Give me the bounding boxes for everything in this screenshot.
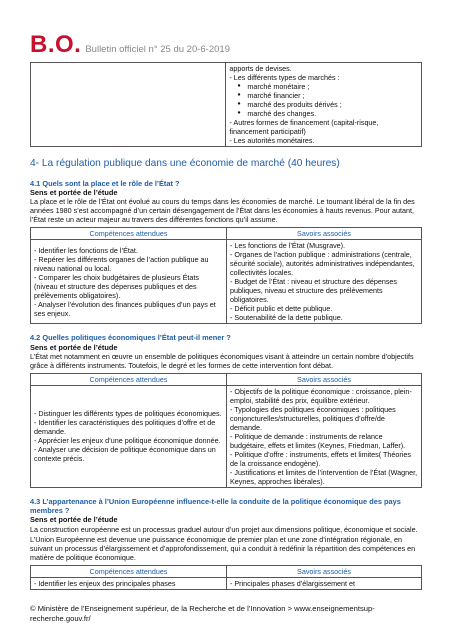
section-paragraph: La place et le rôle de l’État ont évolué au cours du temps dans les économies de marché. Le tournant libéral de la fin des années 1980 s’est accompagné d’un certain désengagement de l’État dans les économies à hauts revenus. Pour autant, l’État reste un acteur majeur au travers des différentes fonctions qu’il assume.	[30, 197, 415, 225]
savoir-item: - Typologies des politiques économiques : politiques conjoncturelles/structurelles, politiques d’offre/de demande.	[230, 404, 396, 432]
cont-line: apports de devises.	[229, 64, 292, 73]
bullet-item: ● marché monétaire ;	[229, 82, 418, 91]
savoirs-cell	[227, 240, 422, 324]
sens-portee-heading: Sens et portée de l’étude	[30, 188, 118, 197]
subsection-title-4-3: 4.3 L’appartenance à l’Union Européenne influence-t-elle la conduite de la politique économique des pays membres ?	[30, 496, 401, 515]
cont-line: - Autres formes de financement (capital-risque, financement participatif)	[229, 118, 379, 136]
continued-right-cell	[226, 63, 422, 147]
section-title: 4- La régulation publique dans une économie de marché (40 heures)	[30, 158, 340, 169]
section-paragraph: La construction européenne est un processus graduel autour d’un projet aux dimensions politique, économique et sociale.	[30, 524, 418, 534]
bo-logo: B.O.	[30, 31, 82, 58]
table-header-savoirs: Savoirs associés	[227, 228, 422, 240]
bulletin-title: Bulletin officiel n° 25 du 20-6-2019	[85, 44, 230, 55]
section-paragraph: L’Union Européenne est devenue une puissance économique de premier plan et une zone d’intégration régionale, en suivant un processus d’élargissement et d’approfondissement, qui a conduit à redéfinir la répartition des compétences en matière de politique économique.	[30, 534, 416, 562]
bullet-item: ● marché des changes.	[229, 109, 418, 118]
savoir-item: - Politique de demande : instruments de relance budgétaire, effets et limites (Keynes, Friedman, Laffer).	[230, 431, 406, 450]
table-4-1	[30, 227, 422, 324]
section-paragraph: L’État met notamment en œuvre un ensemble de politiques économiques visant à atteindre un certain nombre d’objectifs grâce à différents instruments. Toutefois, le degré et les formes de cette intervention font débat.	[30, 351, 414, 370]
page-footer: © Ministère de l’Enseignement supérieur, de la Recherche et de l’Innovation > www.enseignementsup-recherche.gouv.fr/	[30, 604, 375, 623]
savoir-item: - Objectifs de la politique économique : croissance, plein-emploi, stabilité des prix, équilibre extérieur.	[230, 386, 412, 405]
competences-cell	[31, 240, 227, 324]
competence-item: - Analyser l’évolution des finances publiques d’un pays et ses enjeux.	[34, 299, 216, 318]
page-content	[30, 62, 422, 590]
table-header-competences: Compétences attendues	[31, 228, 227, 240]
competence-item: - Comparer les choix budgétaires de plusieurs États (niveau et structure des dépenses publiques et des prélèvements obligatoires).	[34, 272, 199, 300]
savoir-item: - Politique d’offre : instruments, effets et limites( Théories de la croissance endogène).	[230, 449, 411, 468]
savoir-item: - Soutenabilité de la dette publique.	[230, 313, 343, 323]
savoir-item: - Les fonctions de l’État (Musgrave).	[230, 241, 346, 251]
cont-line: - Les différents types de marchés :	[229, 73, 340, 82]
competences-cell	[31, 385, 227, 487]
subsection-title-4-1: 4.1 Quels sont la place et le rôle de l’État ?	[30, 178, 180, 188]
table-header-competences: Compétences attendues	[31, 373, 227, 385]
competences-cell: - Identifier les enjeux des principales phases	[31, 577, 227, 589]
competence-item: - Apprécier les enjeux d’une politique économique donnée.	[34, 436, 221, 446]
competence-item: - Identifier les fonctions de l’État.	[34, 245, 138, 255]
bullet-item: ● marché des produits dérivés ;	[229, 100, 418, 109]
sens-portee-heading: Sens et portée de l’étude	[30, 515, 118, 525]
subsection-title-4-2: 4.2 Quelles politiques économiques l’État peut-il mener ?	[30, 333, 231, 343]
competence-item: - Repérer les différents organes de l’action publique au niveau national ou local.	[34, 254, 209, 273]
savoir-item: - Organes de l’action publique : administrations (centrale, sécurité sociale), autorités administratives indépendantes, collectivités locales.	[230, 250, 415, 278]
continued-empty-cell	[31, 63, 226, 147]
competence-item: - Identifier les caractéristiques des politiques d’offre et de demande.	[34, 418, 216, 437]
competence-item: - Distinguer les différents types de politiques économiques.	[34, 409, 222, 419]
bullet-item: ● marché financier ;	[229, 91, 418, 100]
savoirs-cell: - Principales phases d’élargissement et	[227, 577, 422, 589]
table-header-savoirs: Savoirs associés	[227, 565, 422, 577]
savoir-item: - Budget de l’État : niveau et structure des dépenses publiques, niveau et structure des prélèvements obligatoires.	[230, 277, 398, 305]
cont-line: - Les autorités monétaires.	[229, 136, 315, 145]
savoirs-cell	[227, 385, 422, 487]
sens-portee-heading: Sens et portée de l’étude	[30, 342, 118, 352]
table-header-competences: Compétences attendues	[31, 565, 227, 577]
continued-table	[30, 62, 422, 147]
savoir-item: - Justifications et limites de l’intervention de l’État (Wagner, Keynes, approches libérales).	[230, 467, 418, 486]
table-4-2	[30, 373, 422, 488]
page-header	[30, 30, 230, 60]
table-4-3	[30, 565, 422, 590]
savoir-item: - Déficit public et dette publique.	[230, 304, 333, 314]
competence-item: - Analyser une décision de politique économique dans un contexte précis.	[34, 445, 216, 464]
table-header-savoirs: Savoirs associés	[227, 373, 422, 385]
